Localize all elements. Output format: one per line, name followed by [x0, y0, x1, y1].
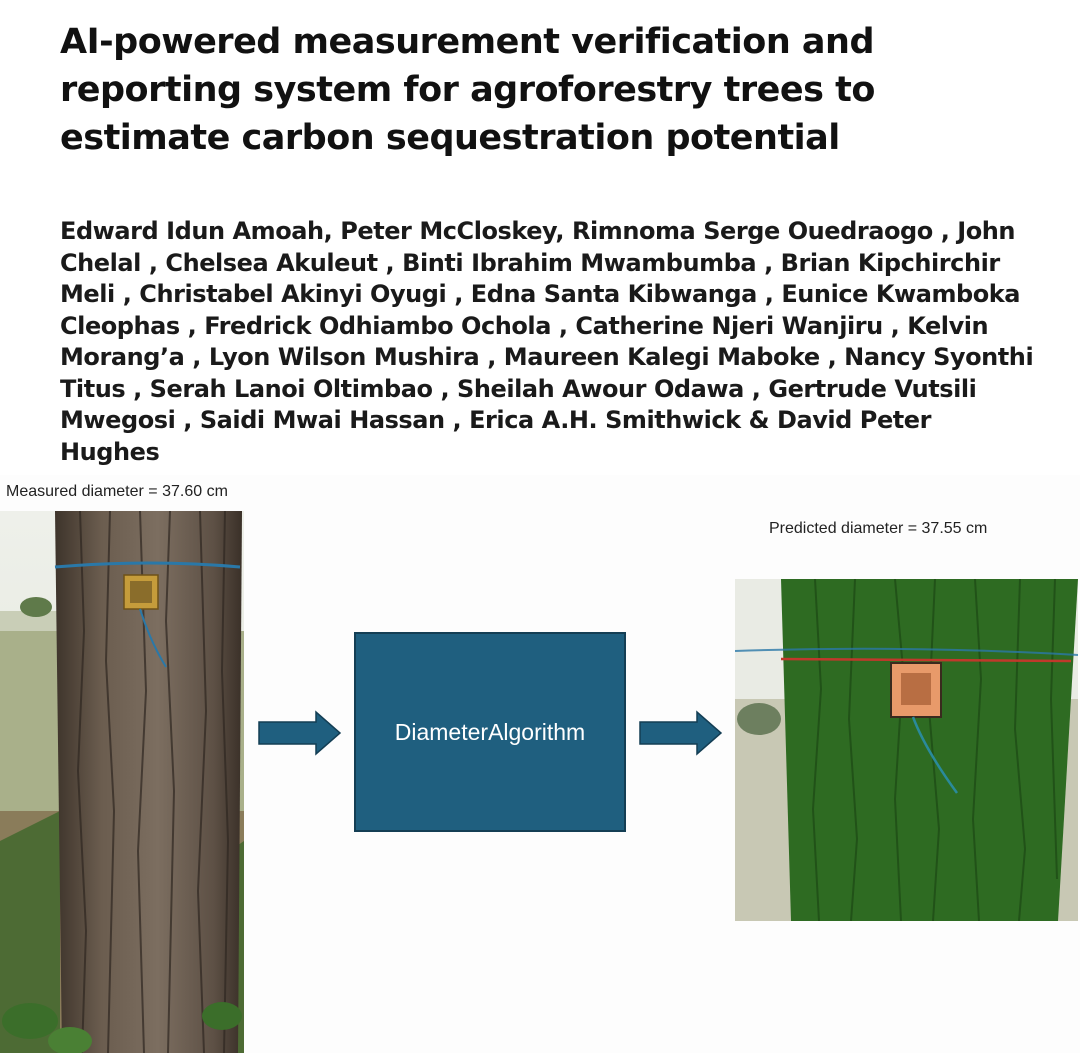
author-list: Edward Idun Amoah, Peter McCloskey, Rimnoma Serge Ouedraogo , John Chelal , Chelsea Akuleut , Binti Ibrahim Mwambumba , Brian Kipchirchir Meli , Christabel Akinyi Oyugi , Edna Santa Kibwanga , Eunice Kwamboka Cleophas , Fredrick Odhiambo Ochola , Catherine Njeri Wanjiru , Kelvin Morang’a , Lyon Wilson Mushira , Maureen Kalegi Maboke , Nancy Syonthi Titus , Serah Lanoi Oltimbao , Sheilah Awour Odawa , Gertrude Vutsili Mwegosi , Saidi Mwai Hassan , Erica A.H. Smithwick & David Peter Hughes [60, 217, 1034, 466]
algorithm-label: DiameterAlgorithm [394, 718, 586, 745]
right-arrow-icon [639, 710, 723, 756]
diameter-algorithm-box [354, 632, 626, 832]
paper-title: AI-powered measurement verification and reporting system for agroforestry trees to estimate carbon sequestration potential [60, 22, 875, 158]
segmented-trunk-photo [735, 579, 1078, 921]
right-arrow-icon [258, 710, 342, 756]
tree-trunk-photo [0, 511, 244, 1053]
figure-pipeline [0, 475, 1080, 1053]
predicted-diameter-label: Predicted diameter = 37.55 cm [769, 520, 988, 537]
measured-diameter-label: Measured diameter = 37.60 cm [6, 483, 228, 500]
